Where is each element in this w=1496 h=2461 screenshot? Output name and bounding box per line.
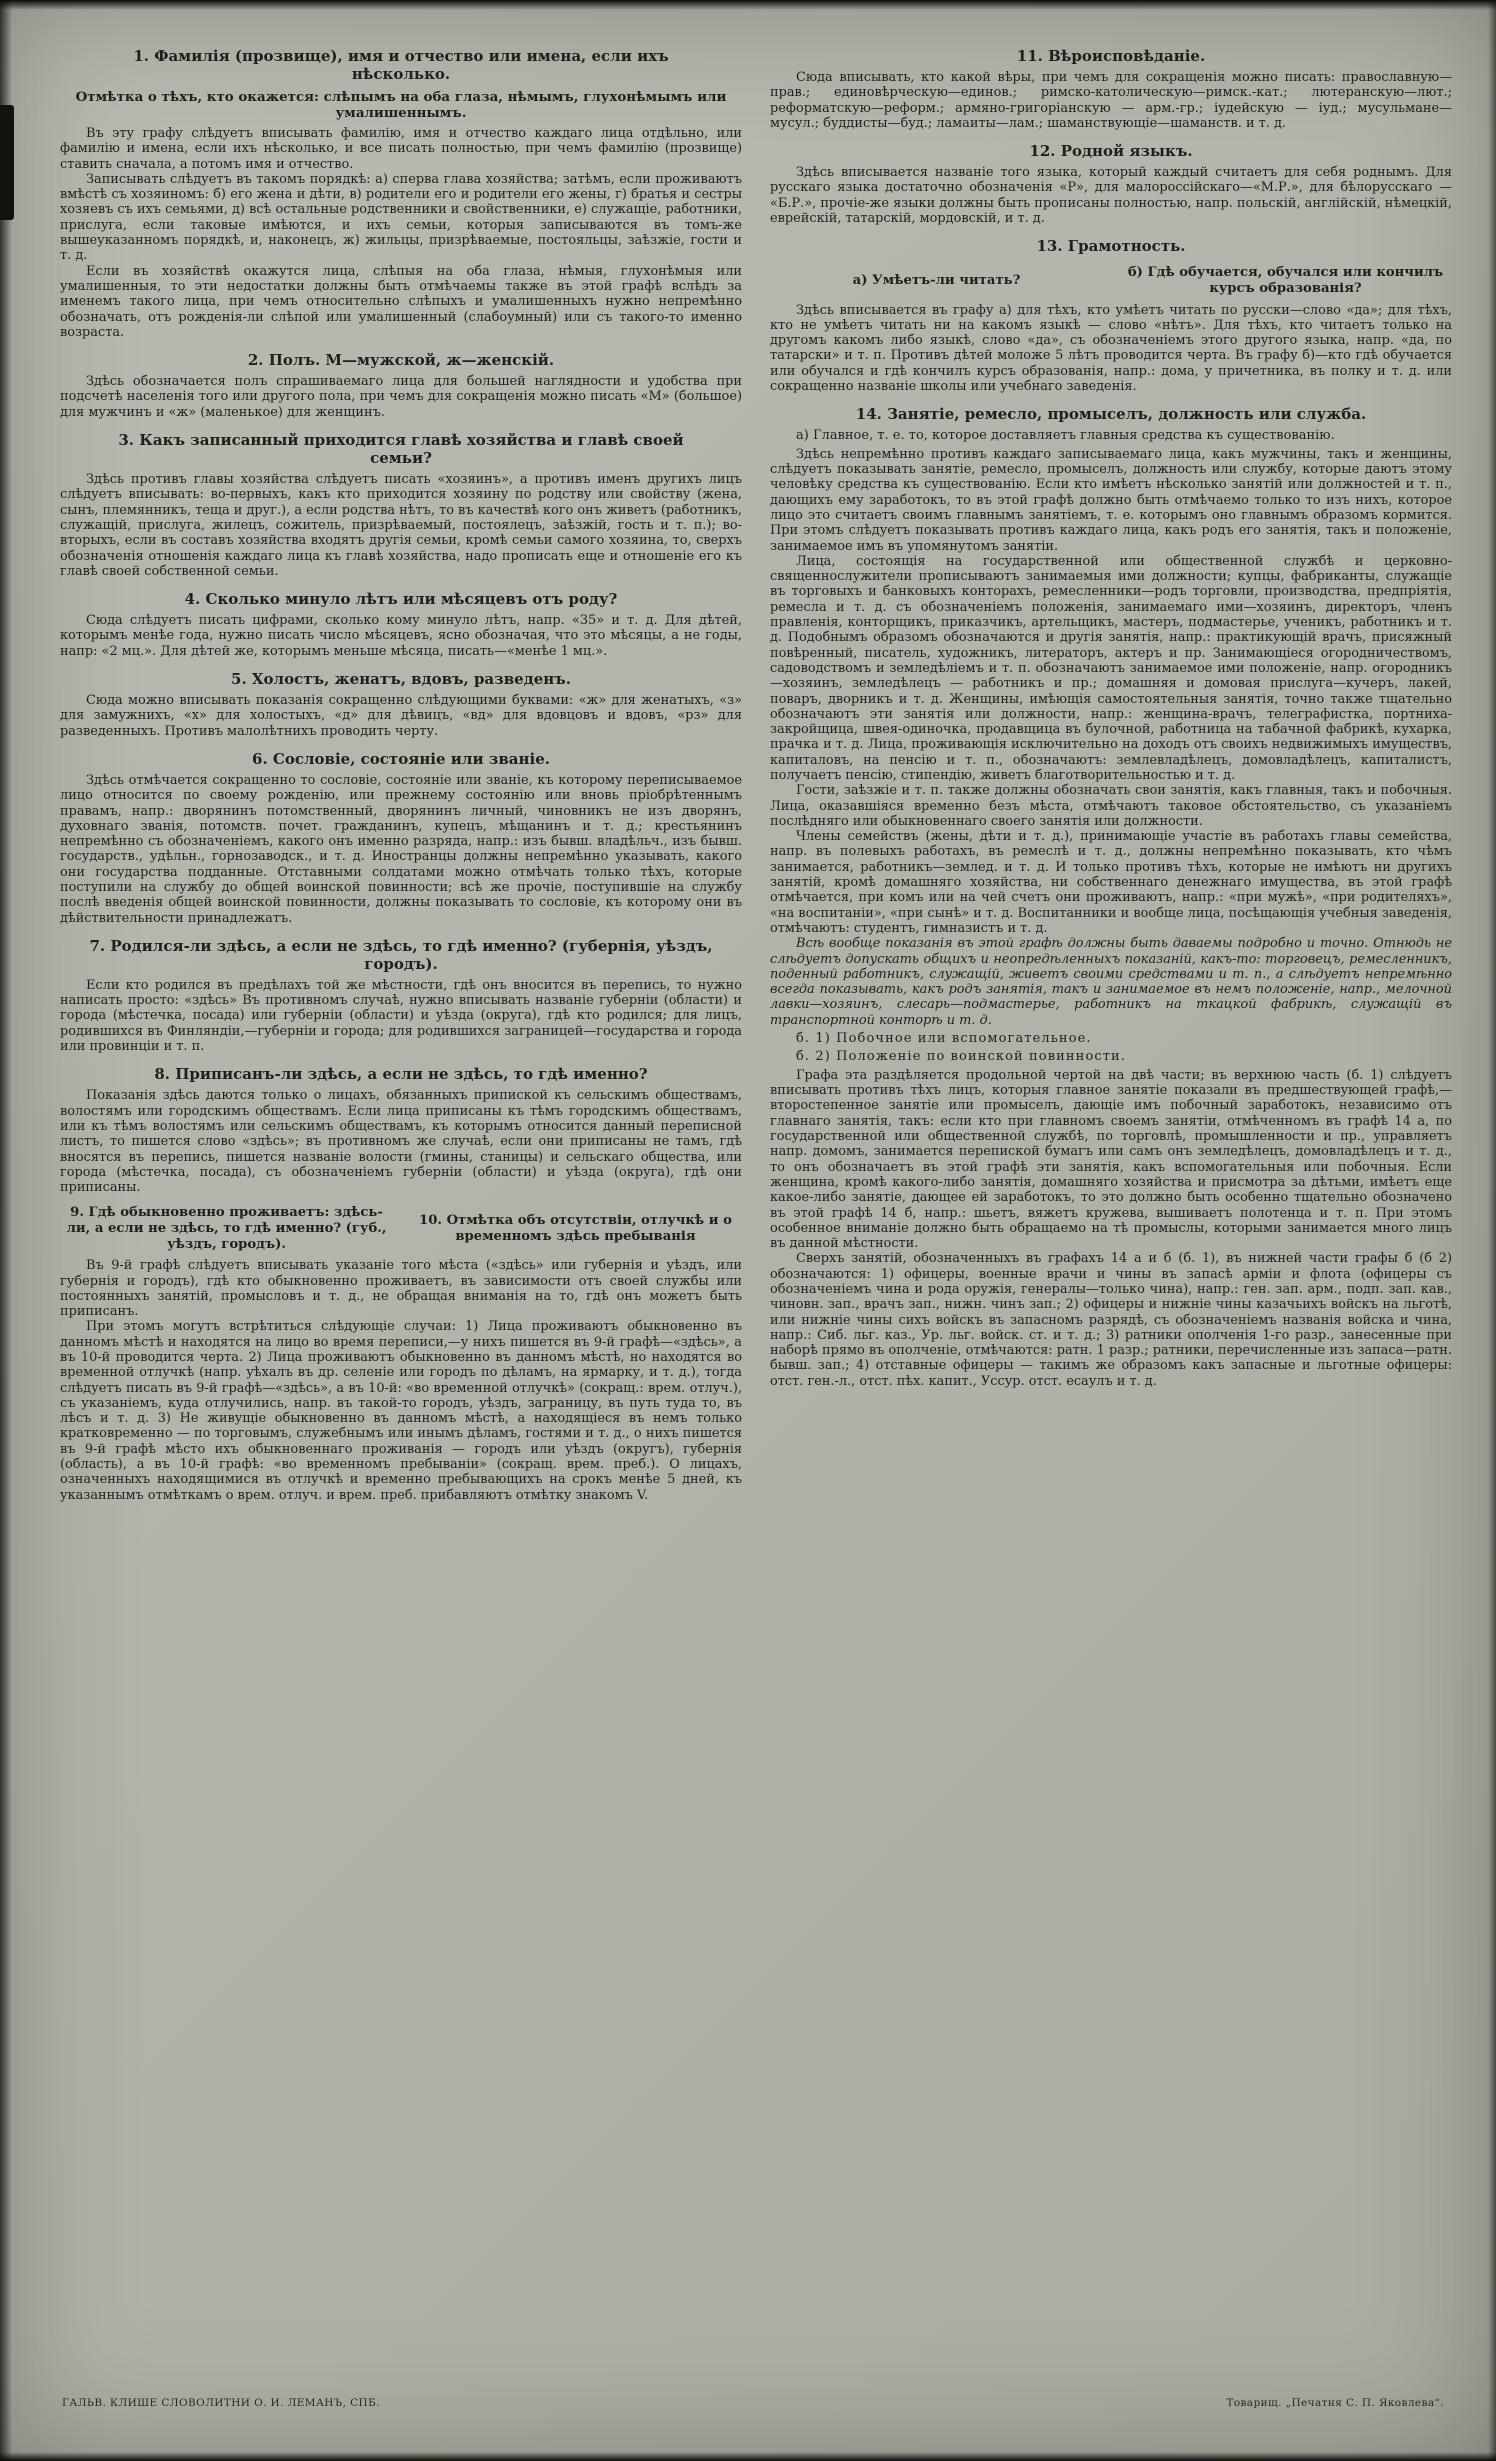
paragraph: Здѣсь обозначается полъ спрашиваемаго лица для большей наглядности и удобства при подсчетѣ населенія того или другого пола, при чемъ для сокращенія можно писать «М» (большое) для мужчинъ и «ж» (маленькое) для женщинъ. bbox=[60, 374, 742, 420]
paragraph: Здѣсь отмѣчается сокращенно то сословіе, состояніе или званіе, къ которому переписываемое лицо относится по своему рожденію, или прежнему состоянію или вновь пріобрѣтеннымъ правамъ, напр.: дворянинъ потомственный, дворянинъ личный, чиновникъ не изъ дворянъ, духовнаго званія, потомств. почет. гражданинъ, купецъ, мѣщанинъ и т. д.; крестьянинъ непремѣнно съ обозначеніемъ, какого онъ именно разряда, напр.: изъ бывш. владѣльч., изъ бывш. государств., удѣльн., горнозаводск., и т. д. Иностранцы должны непремѣнно указывать, какого они государства подданные. Отставными солдатами можно отмѣчать только тѣхъ, которые поступили на службу до общей воинской повинности; всѣ же прочіе, поступившіе на службу послѣ введенія общей воинской повинности, должны показывать то сословіе, къ которому они въ дѣйствительности принадлежатъ. bbox=[60, 772, 742, 926]
section-heading: 8. Приписанъ-ли здѣсь, а если не здѣсь, то гдѣ именно? bbox=[154, 1065, 648, 1084]
paragraph: Въ 9-й графѣ слѣдуетъ вписывать указаніе того мѣста («здѣсь» или губернія и уѣздъ, или губернія и городъ), гдѣ кто обыкновенно проживаетъ, въ зависимости отъ своей службы или постоянныхъ занятій, промысловъ и т. д., не обращая вниманія на то, гдѣ онъ можетъ быть приписанъ. bbox=[60, 1258, 742, 1320]
text-columns bbox=[60, 36, 1452, 2375]
right-column bbox=[770, 36, 1452, 2375]
paragraph: Сюда слѣдуетъ писать цифрами, сколько кому минуло лѣтъ, напр. «35» и т. д. Для дѣтей, которымъ менѣе года, нужно писать число мѣсяцевъ, ясно обозначая, что это мѣсяцы, а не годы, напр: «2 мц.». Для дѣтей же, которымъ меньше мѣсяца, писать—«менѣе 1 мц.». bbox=[60, 613, 742, 659]
subsection-label: а) Главное, т. е. то, которое доставляетъ главныя средства къ существованію. bbox=[796, 428, 1335, 444]
paragraph: Здѣсь непремѣнно противъ каждаго записываемаго лица, какъ мужчины, такъ и женщины, слѣдуетъ показывать занятіе, ремесло, промыселъ, должность или службу, которые даютъ этому человѣку средства къ существованію. Если кто имѣетъ нѣсколько занятій или должностей и т. п., дающихъ ему заработокъ, то въ этой графѣ должно быть отмѣчаемо только то изъ нихъ, которое лицо это считаетъ своимъ главнымъ занятіемъ, т. е. которымъ оно главнымъ образомъ кормится. При этомъ слѣдуетъ показывать противъ каждаго лица, какъ родъ его занятія, такъ и положеніе, занимаемое имъ въ упомянутомъ занятіи. bbox=[770, 446, 1452, 554]
paragraph: Графа эта раздѣляется продольной чертой на двѣ части; въ верхнюю часть (б. 1) слѣдуетъ вписывать противъ тѣхъ лицъ, которыя главное занятіе показали въ предшествующей графѣ,—второстепенное занятіе или промыселъ, дающіе имъ побочный заработокъ, независимо отъ главнаго занятія, такъ: если кто при главномъ своемъ занятіи, отмѣченномъ въ графѣ 14 а, по государственной или общественной службѣ, по торговлѣ, промышленности и пр., управляетъ напр. домомъ, занимается перепиской бумагъ или самъ онъ земледѣлецъ, домовладѣлецъ и т. д., то онъ обозначаетъ въ этой графѣ эти занятія, какъ вспомогательныя или побочныя. Если женщина, кромѣ какого-либо занятія, домашняго хозяйства и присмотра за дѣтьми, имѣетъ еще какое-либо занятіе, дающее ей заработокъ, то это должно быть особенно тщательно обозначено въ этой графѣ 14 б, напр.: шьетъ, вяжетъ кружева, вышиваетъ полотенца и т. п. При этомъ особенное вниманіе должно быть обращаемо на тѣ промыслы, которыми занимается много лицъ въ данной мѣстности. bbox=[770, 1067, 1452, 1252]
paragraph: Всѣ вообще показанія въ этой графѣ должны быть даваемы подробно и точно. Отнюдь не слѣдуетъ допускать общихъ и неопредѣленныхъ показаній, какъ-то: торговецъ, ремесленникъ, поденный работникъ, служащій, живетъ своими средствами и т. п., а слѣдуетъ непремѣнно всегда показывать, какъ родъ занятія, такъ и занимаемое въ немъ положеніе, напр., мелочной лавки—хозяинъ, слесарь—подмастерье, работникъ на ткацкой фабрикѣ, служащій въ транспортной конторѣ и т. д. bbox=[770, 936, 1452, 1028]
scan-edge-top bbox=[0, 0, 1496, 10]
imprint-left: ГАЛЬВ. КЛИШЕ СЛОВОЛИТНИ О. И. ЛЕМАНЪ, СПБ. bbox=[62, 2397, 380, 2409]
dual-heading-right: 10. Отмѣтка объ отсутствіи, отлучкѣ и о временномъ здѣсь пребыванія bbox=[419, 1213, 732, 1244]
dual-heading bbox=[60, 1205, 742, 1252]
scan-edge-bottom bbox=[0, 2452, 1496, 2461]
paragraph: Лица, состоящія на государственной или общественной службѣ и церковно-священнослужители прописываютъ занимаемыя ими должности; купцы, фабриканты, служащіе въ торговыхъ и банковыхъ конторахъ, ремесленники—родъ торговли, производства, предпріятія, ремесла и т. д. съ обозначеніемъ положенія, занимаемаго ими—хозяинъ, директоръ, членъ правленія, конторщикъ, приказчикъ, артельщикъ, мастеръ, подмастерье, ученикъ, работникъ и т. д. Подобнымъ образомъ обозначаются и другія занятія, напр.: практикующій врачъ, присяжный повѣренный, писатель, художникъ, литераторъ, актеръ и пр. Занимающіеся огородничествомъ, садоводствомъ и земледѣліемъ и т. п. обозначаютъ занимаемое ими положеніе, напр. огородникъ—хозяинъ, земледѣлецъ — работникъ и пр.; домашняя и домовая прислуга—кучеръ, лакей, поваръ, дворникъ и т. д. Женщины, имѣющія самостоятельныя занятія, точно также тщательно обозначаютъ эти занятія или должности, напр.: женщина-врачъ, телеграфистка, портниха-закройщица, швея-одиночка, продавщица въ булочной, работница на табачной фабрикѣ, кухарка, прачка и т. д. Лица, проживающія исключительно на доходъ отъ своихъ недвижимыхъ имуществъ, капиталовъ, на пенсію и т. п., обозначаютъ: землевладѣлецъ, домовладѣлецъ, капиталистъ, получаетъ пенсію, стипендію, живетъ благотворительностью и т. д. bbox=[770, 553, 1452, 783]
section-heading: 7. Родился-ли здѣсь, а если не здѣсь, то гдѣ именно? (губернія, уѣздъ, городъ). bbox=[89, 936, 713, 973]
paragraph: Здѣсь вписывается въ графу а) для тѣхъ, кто умѣетъ читать по русски—слово «да»; для тѣхъ, кто не умѣетъ читать ни на какомъ языкѣ — слово «нѣтъ». Для тѣхъ, кто читаетъ только на другомъ какомъ либо языкѣ, слово «да», съ обозначеніемъ этого другого языка, напр. «да, по татарски» и т. п. Противъ дѣтей моложе 5 лѣтъ проводится черта. Въ графу б)—кто гдѣ обучается или обучался и гдѣ кончилъ курсъ образованія, напр.: дома, у причетника, въ полку и т. д. или сокращенно названіе школы или учебнаго заведенія. bbox=[770, 302, 1452, 395]
section-heading: 4. Сколько минуло лѣтъ или мѣсяцевъ отъ роду? bbox=[184, 590, 618, 609]
scan-edge-left bbox=[0, 0, 12, 2461]
paragraph: Гости, заѣзжіе и т. п. также должны обозначать свои занятія, какъ главныя, такъ и побочныя. Лица, оказавшіяся временно безъ мѣста, отмѣчаютъ таковое обстоятельство, съ указаніемъ послѣдняго или обыкновеннаго своего занятія или должности. bbox=[770, 783, 1452, 829]
section-heading: 2. Полъ. М—мужской, ж—женскій. bbox=[247, 351, 555, 370]
imprint-footer bbox=[62, 2397, 1444, 2409]
paragraph: Если въ хозяйствѣ окажутся лица, слѣпыя на оба глаза, нѣмыя, глухонѣмыя или умалишенныя, то эти недостатки должны быть отмѣчаемы также въ этой графѣ вслѣдъ за именемъ такого лица, при чемъ относительно слѣпыхъ и умалишенныхъ нужно непремѣнно обозначать, отъ рожденія-ли слѣпой или умалишенный (слабоумный) или съ такого-то именно возраста. bbox=[60, 263, 742, 340]
subsection-label: б. 1) Побочное или вспомогательное. bbox=[796, 1031, 1092, 1047]
section-heading: 1. Фамилія (прозвище), имя и отчество или имена, если ихъ нѣсколько. bbox=[133, 47, 669, 83]
paragraph: Сюда можно вписывать показанія сокращенно слѣдующими буквами: «ж» для женатыхъ, «з» для замужнихъ, «х» для холостыхъ, «д» для дѣвицъ, «вд» для вдовцовъ и вдовъ, «рз» для разведенныхъ. Противъ малолѣтнихъ проводить черту. bbox=[60, 693, 742, 739]
paragraph: Здѣсь вписывается названіе того языка, который каждый считаетъ для себя роднымъ. Для русскаго языка достаточно обозначенія «Р», для малороссійскаго—«М.Р.», для бѣлорусскаго — «Б.Р.», прочіе-же языки должны быть прописаны полностью, напр. польскій, англійскій, нѣмецкій, еврейскій, татарскій, мордовскій, и т. д. bbox=[770, 165, 1452, 227]
subsection-label: б. 2) Положеніе по воинской повинности. bbox=[796, 1049, 1127, 1065]
imprint-right: Товарищ. „Печатня С. П. Яковлева“. bbox=[1226, 2397, 1444, 2409]
dual-heading-right: б) Гдѣ обучается, обучался или кончилъ курсъ образованія? bbox=[1127, 265, 1444, 296]
left-column bbox=[60, 36, 742, 2375]
paragraph: При этомъ могутъ встрѣтиться слѣдующіе случаи: 1) Лица проживаютъ обыкновенно въ данномъ мѣстѣ и находятся на лицо во время переписи,—у нихъ пишется въ 9-й графѣ—«здѣсь», а въ 10-й проводится черта. 2) Лица проживаютъ обыкновенно въ данномъ мѣстѣ, но находятся во временной отлучкѣ (напр. уѣхалъ въ др. селеніе или городъ по дѣламъ, на ярмарку, и т. д.), тогда слѣдуетъ писать въ 9-й графѣ—«здѣсь», а въ 10-й: «во временной отлучкѣ» (сокращ.: врем. отлуч.), съ указаніемъ, куда отлучились, напр. въ такой-то городъ, уѣздъ, заграницу, въ путь туда то, въ лѣсъ и т. д. 3) Не живущіе обыкновенно въ данномъ мѣстѣ, а находящіеся въ немъ только кратковременно — по торговымъ, служебнымъ или инымъ дѣламъ, гостями и т. д., о нихъ пишется въ 9-й графѣ мѣсто ихъ обыкновеннаго проживанія — городъ или уѣздъ (округъ), губернія (область), а въ 10-й графѣ: «во временномъ пребываніи» (сокращ. врем. преб.). О лицахъ, означенныхъ находящимися въ отлучкѣ и временно пребывающихъ на срокъ менѣе 5 дней, къ указаннымъ отмѣткамъ о врем. отлуч. и врем. преб. прибавляютъ отмѣтку знакомъ V. bbox=[60, 1319, 742, 1503]
scan-artifact-blob bbox=[0, 105, 14, 220]
dual-heading-left: 9. Гдѣ обыкновенно проживаетъ: здѣсь-ли, а если не здѣсь, то гдѣ именно? (губ., уѣздъ, городъ). bbox=[66, 1205, 387, 1252]
paragraph: Въ эту графу слѣдуетъ вписывать фамилію, имя и отчество каждаго лица отдѣльно, или фамилію и имена, если ихъ нѣсколько, и все писать полностью, при чемъ фамилію (прозвище) ставить сначала, а потомъ имя и отчество. bbox=[60, 126, 742, 172]
section-heading: 6. Сословіе, состояніе или званіе. bbox=[252, 749, 550, 768]
section-heading: 14. Занятіе, ремесло, промыселъ, должность или служба. bbox=[855, 405, 1367, 424]
dual-heading bbox=[770, 265, 1452, 296]
scan-edge-right bbox=[1488, 0, 1496, 2461]
section-heading: 12. Родной языкъ. bbox=[1029, 142, 1193, 161]
section-heading: 13. Грамотность. bbox=[1036, 237, 1186, 256]
paragraph: Сверхъ занятій, обозначенныхъ въ графахъ 14 а и б (б. 1), въ нижней части графы б (б 2) обозначаются: 1) офицеры, военные врачи и чины въ запасѣ арміи и флота (офицеры съ обозначеніемъ чина и рода оружія, генералы—только чина), напр.: ген. зап. арм., подп. зап. кав., чиновн. зап., врачъ зап., нижн. чинъ зап.; 2) офицеры и нижніе чины казачьихъ войскъ на льготѣ, или нижніе чины сихъ войскъ въ запасномъ разрядѣ, съ обозначеніемъ названія войска и чина, напр.: Сиб. льг. каз., Ур. льг. войск. ст. и т. д.; 3) ратники ополченія 1-го разр., занесенные при наборѣ прямо въ ополченіе, отмѣчаются: ратн. 1 разр.; ратники, перечисленные изъ запаса—ратн. бывш. зап.; 4) отставные офицеры — такимъ же образомъ какъ запасные и льготные офицеры: отст. ген.-л., отст. пѣх. капит., Уссур. отст. есаулъ и т. д. bbox=[770, 1251, 1452, 1389]
paragraph: Если кто родился въ предѣлахъ той же мѣстности, гдѣ онъ вносится въ перепись, то нужно написать просто: «здѣсь» Въ противномъ случаѣ, нужно вписывать названіе губерніи (области) и города (мѣстечка, посада) или губерніи (области) и уѣзда (округа), гдѣ кто родился; для лицъ, родившихся въ Финляндіи,—губерніи и города; для родившихся заграницей—государства и города или провинціи и т. п. bbox=[60, 977, 742, 1055]
section-heading: 5. Холостъ, женатъ, вдовъ, разведенъ. bbox=[231, 670, 571, 689]
paragraph: Члены семействъ (жены, дѣти и т. д.), принимающіе участіе въ работахъ главы семейства, напр. въ полевыхъ работахъ, въ ремеслѣ и т. д., должны непремѣнно показывать, кто чѣмъ занимается, работникъ—землед. и т. д. И только противъ тѣхъ, которые не имѣютъ ни другихъ занятій, кромѣ домашняго хозяйства, ни собственнаго денежнаго имущества, въ этой графѣ отмѣчается, при комъ или на чей счетъ они проживаютъ, напр.: «при мужѣ», «при родителяхъ», «на воспитаніи», «при сынѣ» и т. д. Воспитанники и вообще лица, посѣщающія учебныя заведенія, отмѣчаютъ: студентъ, гимназистъ и т. д. bbox=[770, 829, 1452, 936]
dual-heading-left: а) Умѣетъ-ли читать? bbox=[852, 273, 1021, 289]
paragraph: Сюда вписывать, кто какой вѣры, при чемъ для сокращенія можно писать: православную—прав.; единовѣрческую—единов.; римско-католическую—римск.-кат.; лютеранскую—лют.; реформатскую—реформ.; армяно-григоріанскую — арм.-гр.; іудейскую — іуд.; мусульмане—мусул.; буддисты—буд.; ламаиты—лам.; шаманствующіе—шаманств. и т. д. bbox=[770, 70, 1452, 131]
paragraph: Показанія здѣсь даются только о лицахъ, обязанныхъ припиской къ сельскимъ обществамъ, волостямъ или городскимъ обществамъ. Если лица приписаны къ тѣмъ городскимъ обществамъ, или къ тѣмъ волостямъ или сельскимъ обществамъ, къ которымъ относится данный переписной листъ, то пишется слово «здѣсь»; въ противномъ же случаѣ, если они приписаны не тамъ, гдѣ вносятся въ перепись, пишется названіе волости (гмины, станицы) и сельскаго общества, или города (мѣстечка, посада), съ обозначеніемъ губерніи (области) и уѣзда (округа), гдѣ они приписаны. bbox=[60, 1088, 742, 1196]
section-heading: 11. Вѣроисповѣданіе. bbox=[1016, 47, 1206, 65]
section-heading: 3. Какъ записанный приходится главѣ хозяйства и главѣ своей семьи? bbox=[118, 431, 684, 468]
paragraph: Здѣсь противъ главы хозяйства слѣдуетъ писать «хозяинъ», а противъ именъ другихъ лицъ слѣдуетъ вписывать: во-первыхъ, какъ кто приходится хозяину по родству или свойству (жена, сынъ, племянникъ, теща и друг.), а если родства нѣтъ, то въ качествѣ кого онъ живетъ (работникъ, служащій, прислуга, жилецъ, сожитель, призрѣваемый, постоялецъ, заѣзжій, гость и т. п.); во-вторыхъ, если въ составъ хозяйства входятъ другія семьи, кромѣ семьи самого хозяина, то, сверхъ обозначенія отношенія каждаго лица къ главѣ хозяйства, надо прописать еще и отношеніе его къ главѣ своей собственной семьи. bbox=[60, 472, 742, 579]
section-subheading: Отмѣтка о тѣхъ, кто окажется: слѣпымъ на оба глаза, нѣмымъ, глухонѣмымъ или умалишеннымъ. bbox=[75, 89, 727, 121]
paragraph: Записывать слѣдуетъ въ такомъ порядкѣ: а) сперва глава хозяйства; затѣмъ, если проживаютъ вмѣстѣ съ хозяиномъ: б) его жена и дѣти, в) родители его и родители его жены, г) братья и сестры хозяевъ съ ихъ семьями, д) всѣ остальные родственники и свойственники, е) служащіе, работники, прислуга, если таковые имѣются, и ихъ семьи, которыя записываются въ томъ-же вышеуказанномъ порядкѣ, и, наконецъ, ж) жильцы, призрѣваемые, постояльцы, заѣзжіе, гости и т. д. bbox=[60, 171, 742, 264]
